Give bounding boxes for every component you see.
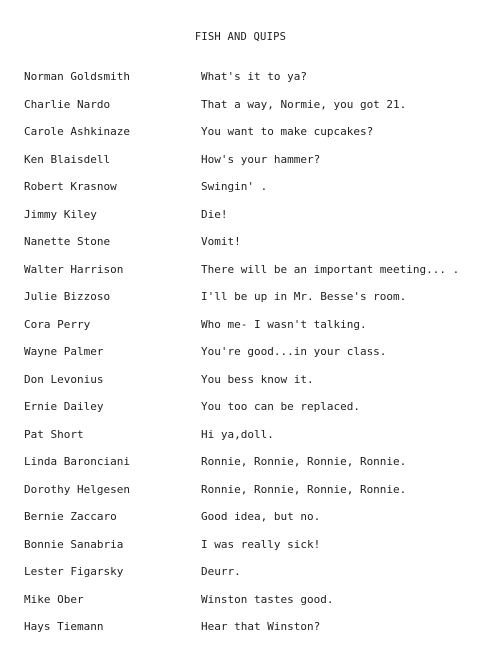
list-item bbox=[0, 591, 481, 619]
quip-text: Vomit! bbox=[201, 235, 241, 248]
quip-text: Hear that Winston? bbox=[201, 620, 321, 633]
list-item bbox=[0, 508, 481, 536]
person-name: Mike Ober bbox=[24, 592, 84, 606]
person-name: Cora Perry bbox=[24, 317, 91, 331]
person-name: Pat Short bbox=[24, 427, 84, 441]
quip-text: Swingin' . bbox=[201, 180, 268, 193]
list-item bbox=[0, 288, 481, 316]
list-item bbox=[0, 453, 481, 481]
list-item bbox=[0, 536, 481, 564]
person-name: Charlie Nardo bbox=[24, 97, 111, 111]
list-item bbox=[0, 123, 481, 151]
quip-text: You too can be replaced. bbox=[201, 400, 360, 413]
person-name: Dorothy Helgesen bbox=[24, 482, 130, 496]
quip-text: Ronnie, Ronnie, Ronnie, Ronnie. bbox=[201, 455, 407, 468]
quip-text: Die! bbox=[201, 207, 228, 221]
quip-text: How's your hammer? bbox=[201, 152, 321, 166]
person-name: Ernie Dailey bbox=[24, 400, 104, 413]
quip-text: Deurr. bbox=[201, 565, 241, 578]
quip-text: What's it to ya? bbox=[201, 70, 307, 83]
page-title: FISH AND QUIPS bbox=[194, 31, 287, 43]
list-item bbox=[0, 178, 481, 206]
quip-text: I was really sick! bbox=[201, 537, 321, 551]
person-name: Lester Figarsky bbox=[24, 565, 124, 578]
quip-text: There will be an important meeting... . bbox=[201, 262, 460, 276]
list-item bbox=[0, 233, 481, 261]
list-item bbox=[0, 68, 481, 96]
person-name: Carole Ashkinaze bbox=[24, 125, 130, 138]
person-name: Walter Harrison bbox=[24, 262, 124, 276]
quips-list bbox=[0, 68, 481, 646]
person-name: Nanette Stone bbox=[24, 235, 111, 248]
person-name: Robert Krasnow bbox=[24, 180, 117, 193]
quip-text: You bess know it. bbox=[201, 372, 314, 386]
list-item bbox=[0, 563, 481, 591]
person-name: Don Levonius bbox=[24, 372, 104, 386]
person-name: Wayne Palmer bbox=[24, 345, 104, 358]
list-item bbox=[0, 96, 481, 124]
person-name: Julie Bizzoso bbox=[24, 290, 111, 303]
person-name: Hays Tiemann bbox=[24, 620, 104, 633]
person-name: Linda Baronciani bbox=[24, 455, 130, 468]
list-item bbox=[0, 481, 481, 509]
quip-text: Winston tastes good. bbox=[201, 592, 334, 606]
quip-text: That a way, Normie, you got 21. bbox=[201, 97, 407, 111]
person-name: Norman Goldsmith bbox=[24, 70, 130, 83]
list-item bbox=[0, 398, 481, 426]
list-item bbox=[0, 343, 481, 371]
person-name: Bonnie Sanabria bbox=[24, 537, 124, 551]
list-item bbox=[0, 316, 481, 344]
quip-text: Hi ya,doll. bbox=[201, 427, 274, 441]
list-item bbox=[0, 371, 481, 399]
quip-text: I'll be up in Mr. Besse's room. bbox=[201, 290, 407, 303]
list-item bbox=[0, 261, 481, 289]
person-name: Bernie Zaccaro bbox=[24, 510, 117, 523]
quip-text: Ronnie, Ronnie, Ronnie, Ronnie. bbox=[201, 482, 407, 496]
person-name: Jimmy Kiley bbox=[24, 207, 97, 221]
quip-text: You're good...in your class. bbox=[201, 345, 387, 358]
quip-text: Who me- I wasn't talking. bbox=[201, 317, 367, 331]
list-item bbox=[0, 618, 481, 646]
list-item bbox=[0, 206, 481, 234]
quip-text: Good idea, but no. bbox=[201, 510, 321, 523]
person-name: Ken Blaisdell bbox=[24, 152, 111, 166]
list-item bbox=[0, 151, 481, 179]
quip-text: You want to make cupcakes? bbox=[201, 125, 374, 138]
list-item bbox=[0, 426, 481, 454]
